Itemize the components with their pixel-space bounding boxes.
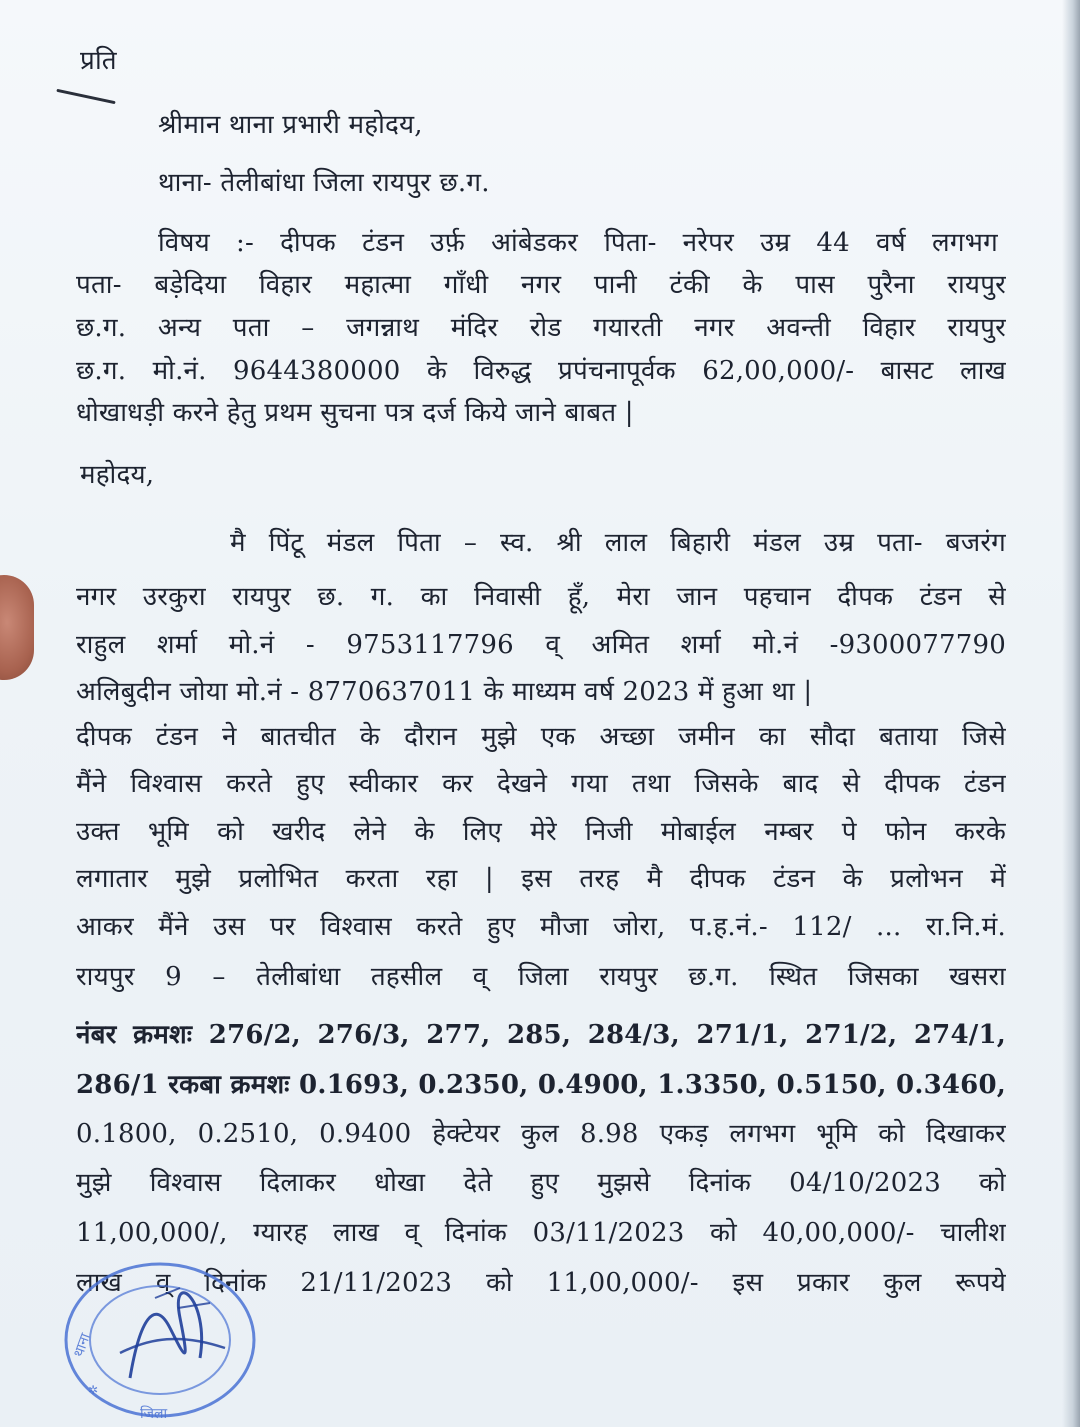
body-line-2: नगर उरकुरा रायपुर छ. ग. का निवासी हूँ, मेरा जान पहचान दीपक टंडन से [76,582,1006,612]
addressee-line-1: श्रीमान थाना प्रभारी महोदय, [158,110,423,140]
body-line-16: लाख व् दिनांक 21/11/2023 को 11,00,000/- इस प्रकार कुल रूपये [76,1268,1006,1298]
body-line-9: आकर मैंने उस पर विश्वास करते हुए मौजा जोरा, प.ह.नं.- 112/ ... रा.नि.मं. [76,912,1006,942]
subject-line-1: विषय :- दीपक टंडन उर्फ़ आंबेडकर पिता- नरेपर उम्र 44 वर्ष लगभग [158,228,998,258]
body-line-4: अलिबुदीन जोया मो.नं - 8770637011 के माध्यम वर्ष 2023 में हुआ था | [76,677,813,707]
subject-line-5: धोखाधड़ी करने हेतु प्रथम सुचना पत्र दर्ज किये जाने बाबत | [76,398,634,428]
body-line-1: मै पिंटू मंडल पिता – स्व. श्री लाल बिहारी मंडल उम्र पता- बजरंग [230,528,1006,558]
svg-text:थाना: थाना [70,1331,94,1360]
body-line-6: मैंने विश्वास करते हुए स्वीकार कर देखने गया तथा जिसके बाद से दीपक टंडन [76,769,1006,799]
body-line-13: 0.1800, 0.2510, 0.9400 हेक्टेयर कुल 8.98 एकड़ लगभग भूमि को दिखाकर [76,1119,1006,1149]
pen-stroke-mark [56,89,115,104]
subject-line-3: छ.ग. अन्य पता – जगन्नाथ मंदिर रोड गयारती नगर अवन्ती विहार रायपुर [76,313,1006,343]
svg-text:जिला: जिला [140,1406,168,1422]
body-line-7: उक्त भूमि को खरीद लेने के लिए मेरे निजी मोबाईल नम्बर पे फोन करके [76,817,1006,847]
body-line-8: लगातार मुझे प्रलोभित करता रहा | इस तरह मै दीपक टंडन के प्रलोभन में [76,864,1006,894]
body-line-3: राहुल शर्मा मो.नं - 9753117796 व् अमित शर्मा मो.नं -9300077790 [76,630,1006,660]
addressee-line-2: थाना- तेलीबांधा जिला रायपुर छ.ग. [158,168,490,198]
holding-finger [0,575,34,680]
body-line-5: दीपक टंडन ने बातचीत के दौरान मुझे एक अच्छा जमीन का सौदा बताया जिसे [76,722,1006,752]
paper-edge-shadow [1062,0,1080,1427]
svg-text:✲: ✲ [88,1383,99,1397]
subject-line-4: छ.ग. मो.नं. 9644380000 के विरुद्ध प्रपंचनापूर्वक 62,00,000/- बासट लाख [76,356,1006,386]
greeting: महोदय, [80,460,155,490]
body-line-10: रायपुर 9 – तेलीबांधा तहसील व् जिला रायपुर छ.ग. स्थित जिसका खसरा [76,962,1006,992]
body-line-12: 286/1 रकबा क्रमशः 0.1693, 0.2350, 0.4900, 1.3350, 0.5150, 0.3460, [76,1070,1006,1100]
salutation-to: प्रति [80,46,117,76]
subject-line-2: पता- बड़ेदिया विहार महात्मा गाँधी नगर पानी टंकी के पास पुरैना रायपुर [76,270,1006,300]
police-station-seal [60,1258,260,1423]
seal-stamp-graphic [60,1258,260,1423]
body-line-14: मुझे विश्वास दिलाकर धोखा देते हुए मुझसे दिनांक 04/10/2023 को [76,1168,1006,1198]
body-line-11: नंबर क्रमशः 276/2, 276/3, 277, 285, 284/3, 271/1, 271/2, 274/1, [76,1020,1006,1050]
body-line-15: 11,00,000/, ग्यारह लाख व् दिनांक 03/11/2023 को 40,00,000/- चालीश [76,1218,1006,1248]
